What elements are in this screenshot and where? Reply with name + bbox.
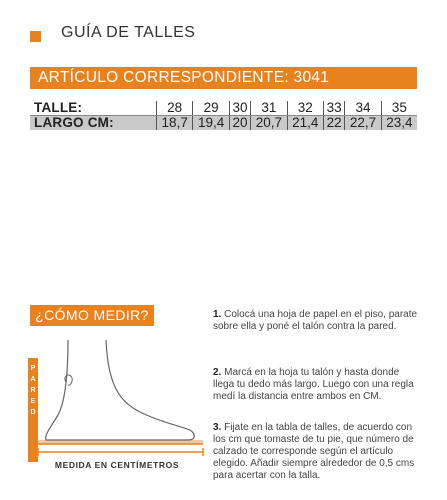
length-cell: 20,7 [251,116,287,131]
step-text: Fijate en la tabla de talles, de acuerdo con los cm que tomaste de tu pie, que número de calzado te corresponde según el artículo elegido. Añadir siempre alrededor de 0,5 cms para acertar con la talla. [213,422,415,481]
length-cell: 23,4 [381,116,417,131]
length-cell: 19,4 [193,116,229,131]
foot-outline [46,340,195,440]
size-row-label: TALLE: [30,101,157,116]
length-cell: 22 [323,116,344,131]
foot-diagram [20,340,205,480]
size-cell: 28 [157,101,193,116]
size-table [30,101,417,130]
length-cell: 21,4 [287,116,323,131]
how-to-measure-tag: ¿CÓMO MEDIR? [30,305,154,326]
size-cell: 34 [345,101,381,116]
size-cell: 35 [381,101,417,116]
step-text: Marcá en la hoja tu talón y hasta donde llega tu dedo más largo. Luego con una regla medí la distancia entre ambos en CM. [213,367,414,402]
step-number: 1. [213,309,222,320]
step-number: 3. [213,422,222,433]
step-2 [213,367,418,403]
size-cell: 33 [323,101,344,116]
size-row [30,101,417,116]
size-cell: 31 [251,101,287,116]
wall-letter: D [30,409,36,416]
ruler-caption: MEDIDA EN CENTÍMETROS [54,460,180,470]
wall-letter: E [30,398,36,405]
size-cell: 30 [229,101,250,116]
size-cell: 32 [287,101,323,116]
step-3 [213,422,418,482]
length-cell: 20 [229,116,250,131]
length-row [30,116,417,131]
length-cell: 18,7 [157,116,193,131]
step-text: Colocá una hoja de papel en el piso, parate sobre ella y poné el talón contra la pared. [213,309,418,332]
length-cell: 22,7 [345,116,381,131]
wall-letter: A [30,376,36,383]
wall-letter: P [30,365,36,372]
wall-letter: R [30,387,36,394]
step-1 [213,309,418,333]
length-row-label: LARGO CM: [30,116,157,131]
size-cell: 29 [193,101,229,116]
header-accent-square [30,31,41,42]
step-number: 2. [213,367,222,378]
article-bar: ARTÍCULO CORRESPONDIENTE: 3041 [30,67,417,89]
page-title: GUÍA DE TALLES [61,24,196,41]
